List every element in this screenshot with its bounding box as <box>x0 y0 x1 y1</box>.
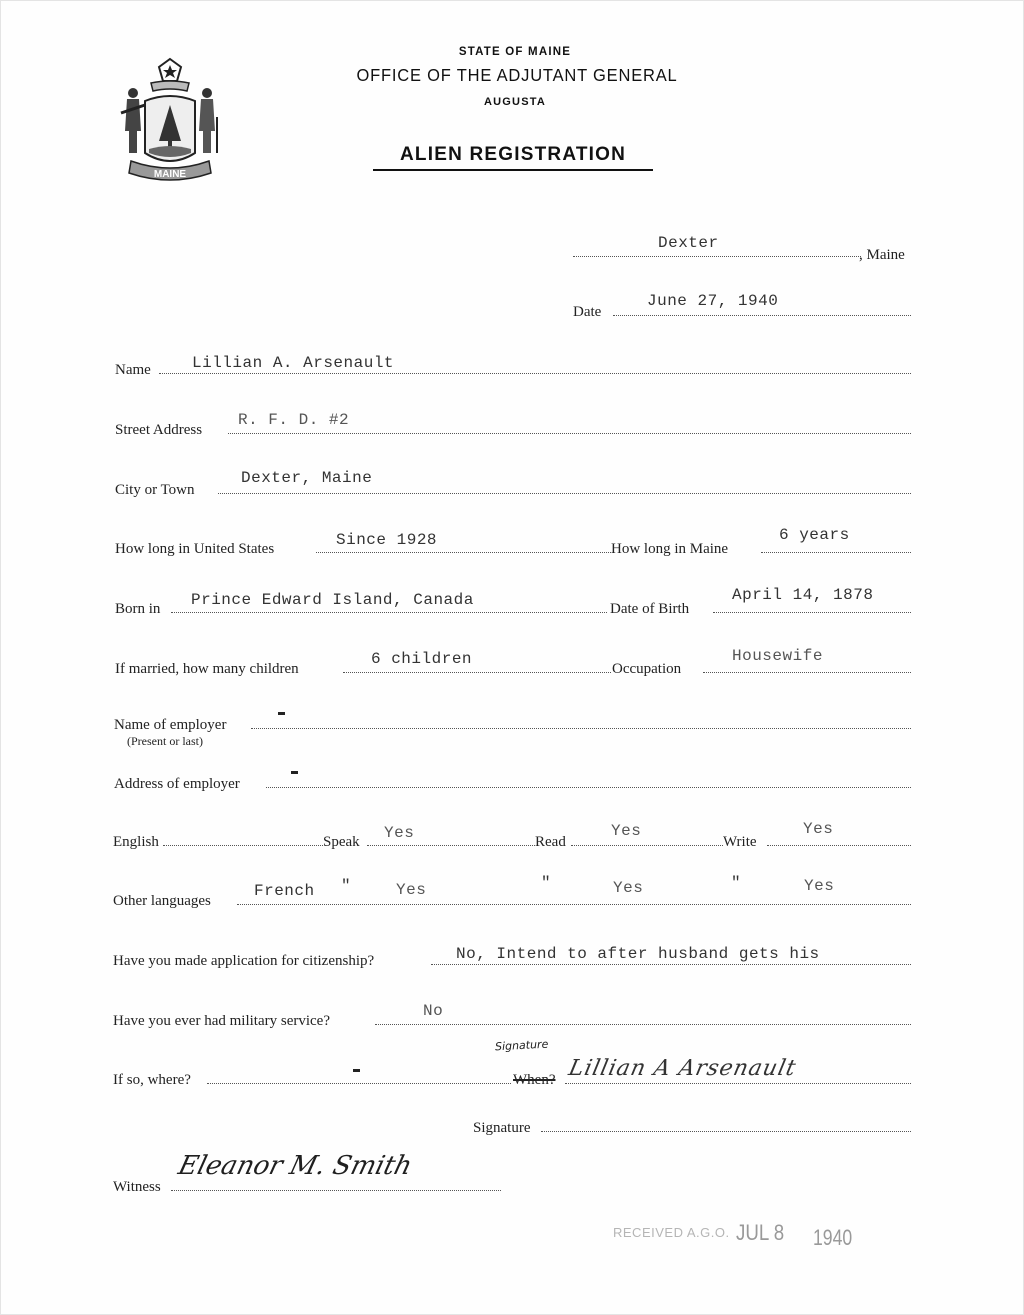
how-long-maine-line <box>761 551 911 553</box>
applicant-signature[interactable]: Lillian A Arsenault <box>566 1056 799 1081</box>
other-language-write-value[interactable]: Yes <box>804 877 835 895</box>
english-write-line <box>767 844 911 846</box>
received-stamp-text: RECEIVED A.G.O. <box>613 1225 730 1240</box>
witness-label: Witness <box>113 1179 161 1195</box>
where-value[interactable] <box>353 1069 360 1072</box>
date-value[interactable]: June 27, 1940 <box>647 292 779 310</box>
military-value[interactable]: No <box>423 1002 444 1020</box>
signature-line[interactable] <box>541 1130 911 1132</box>
english-speak-value[interactable]: Yes <box>384 824 415 842</box>
english-read-line <box>571 844 723 846</box>
employer-name-value[interactable] <box>278 712 285 715</box>
header-city: AUGUSTA <box>484 96 546 108</box>
place-suffix: , Maine <box>859 247 905 263</box>
citizenship-label: Have you made application for citizenship? <box>113 953 375 969</box>
title-underline <box>373 169 653 171</box>
occupation-line <box>703 671 911 673</box>
witness-line <box>171 1189 501 1191</box>
employer-address-value[interactable] <box>291 771 298 774</box>
how-long-us-value[interactable]: Since 1928 <box>336 531 438 549</box>
how-long-us-line <box>316 551 611 553</box>
born-in-line <box>171 611 607 613</box>
employer-name-label: Name of employer <box>114 717 227 733</box>
other-language-read-value[interactable]: Yes <box>613 879 644 897</box>
employer-name-sublabel: (Present or last) <box>127 734 203 748</box>
city-line <box>218 492 911 494</box>
where-label: If so, where? <box>113 1072 191 1088</box>
how-long-us-label: How long in United States <box>115 541 275 557</box>
where-line <box>207 1082 511 1084</box>
citizenship-line <box>431 963 911 965</box>
born-in-value[interactable]: Prince Edward Island, Canada <box>191 591 474 609</box>
header-office: OFFICE OF THE ADJUTANT GENERAL <box>356 66 678 86</box>
children-value[interactable]: 6 children <box>371 650 473 668</box>
street-address-value[interactable]: R. F. D. #2 <box>238 411 350 429</box>
place-value[interactable]: Dexter <box>658 234 719 252</box>
when-label: When? <box>513 1072 556 1088</box>
ditto-mark-read: " <box>541 874 552 892</box>
employer-address-label: Address of employer <box>114 776 240 792</box>
english-write-value[interactable]: Yes <box>803 820 834 838</box>
employer-name-line <box>251 727 911 729</box>
name-line <box>159 372 911 374</box>
city-value[interactable]: Dexter, Maine <box>241 469 373 487</box>
read-label: Read <box>535 834 566 850</box>
received-stamp-date: JUL 8 <box>736 1220 785 1245</box>
citizenship-value[interactable]: No, Intend to after husband gets his <box>456 945 820 963</box>
when-line <box>565 1082 911 1084</box>
ditto-mark-speak: " <box>341 877 352 895</box>
how-long-maine-label: How long in Maine <box>611 541 729 557</box>
received-stamp-year: 1940 <box>813 1225 853 1250</box>
speak-label: Speak <box>323 834 360 850</box>
children-line <box>343 671 611 673</box>
military-line <box>375 1023 911 1025</box>
born-in-label: Born in <box>115 601 161 617</box>
header-state: STATE OF MAINE <box>458 46 572 58</box>
witness-signature[interactable]: Eleanor M. Smith <box>175 1151 416 1181</box>
english-read-value[interactable]: Yes <box>611 822 642 840</box>
form-title: ALIEN REGISTRATION <box>399 144 627 165</box>
date-of-birth-label: Date of Birth <box>610 601 690 617</box>
other-languages-line <box>237 903 911 905</box>
signature-label: Signature <box>473 1120 531 1136</box>
seal-banner-text: MAINE <box>153 169 187 180</box>
military-label: Have you ever had military service? <box>113 1013 330 1029</box>
other-languages-label: Other languages <box>113 893 211 909</box>
date-label: Date <box>573 304 602 320</box>
name-label: Name <box>115 362 151 378</box>
occupation-label: Occupation <box>612 661 682 677</box>
how-long-maine-value[interactable]: 6 years <box>779 526 850 544</box>
employer-address-line <box>266 786 911 788</box>
other-language-value[interactable]: French <box>254 882 315 900</box>
street-address-label: Street Address <box>115 422 203 438</box>
name-value[interactable]: Lillian A. Arsenault <box>192 354 395 372</box>
other-language-speak-value[interactable]: Yes <box>396 881 427 899</box>
signature-annotation: Signature <box>494 1037 549 1054</box>
place-line <box>573 255 861 257</box>
date-of-birth-line <box>713 611 911 613</box>
english-line <box>163 844 323 846</box>
ditto-mark-write: " <box>731 874 742 892</box>
occupation-value[interactable]: Housewife <box>732 647 823 665</box>
write-label: Write <box>723 834 757 850</box>
english-speak-line <box>367 844 535 846</box>
date-of-birth-value[interactable]: April 14, 1878 <box>732 586 874 604</box>
english-label: English <box>113 834 159 850</box>
street-address-line <box>228 432 911 434</box>
date-line <box>613 314 911 316</box>
city-label: City or Town <box>115 482 195 498</box>
children-label: If married, how many children <box>115 661 299 677</box>
